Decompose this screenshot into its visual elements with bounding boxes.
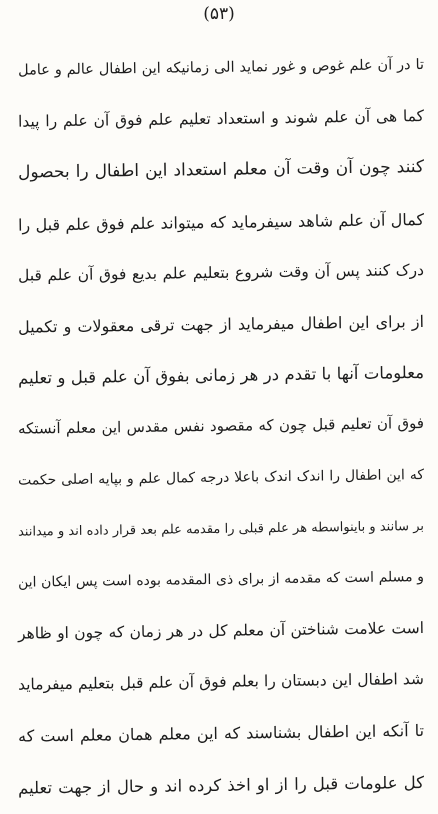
text-line: شد اطفال این دبستان را بعلم فوق آن علم قبل بتعلیم میفرماید [17, 670, 425, 694]
text-line: است علامت شناختن آن معلم کل در هر زمان که چون او ظاهر [17, 619, 425, 643]
text-line: کنند چون آن وقت آن معلم استعداد این اطفال را بحصول [17, 157, 425, 184]
text-line: بر سانند و باینواسطه هر علم قبلی را مقدمه علم بعد قرار داده اند و میدانند [17, 518, 425, 540]
text-line: از برای این اطفال میفرماید از جهت ترقی معقولات و تکمیل [17, 311, 425, 337]
handwritten-text-block [18, 40, 424, 808]
text-line: که این اطفال را اندک اندک باعلا درجه کمال علم و بپایه اصلی حکمت [17, 466, 425, 489]
text-line: تا آنکه این اطفال بشناسند که این معلم همان معلم است که [17, 721, 425, 747]
text-line: تا در آن علم غوص و غور نماید الی زمانیکه این اطفال عالم و عامل [17, 57, 425, 79]
text-line: فوق آن تعلیم قبل چون که مقصود نفس مقدس این معلم آنستکه [17, 414, 425, 438]
text-line: کما هی آن علم شوند و استعداد تعلیم علم فوق آن علم را پیدا [17, 107, 425, 131]
page-number: (۵۳) [203, 4, 235, 24]
text-line: درک کنند پس آن وقت شروع بتعلیم علم بدیع فوق آن علم قبل [17, 260, 425, 285]
text-line: کل علومات قبل را از او اخذ کرده اند و حال از جهت تعلیم [17, 772, 425, 798]
text-line: کمال آن علم شاهد سیفرماید که میتواند علم فوق علم قبل را [17, 209, 425, 235]
text-line: معلومات آنها با تقدم در هر زمانی بفوق آن علم قبل و تعلیم [17, 363, 425, 388]
text-line: و مسلم است که مقدمه از برای ذی المقدمه بوده است پس ایکان این [17, 568, 425, 591]
